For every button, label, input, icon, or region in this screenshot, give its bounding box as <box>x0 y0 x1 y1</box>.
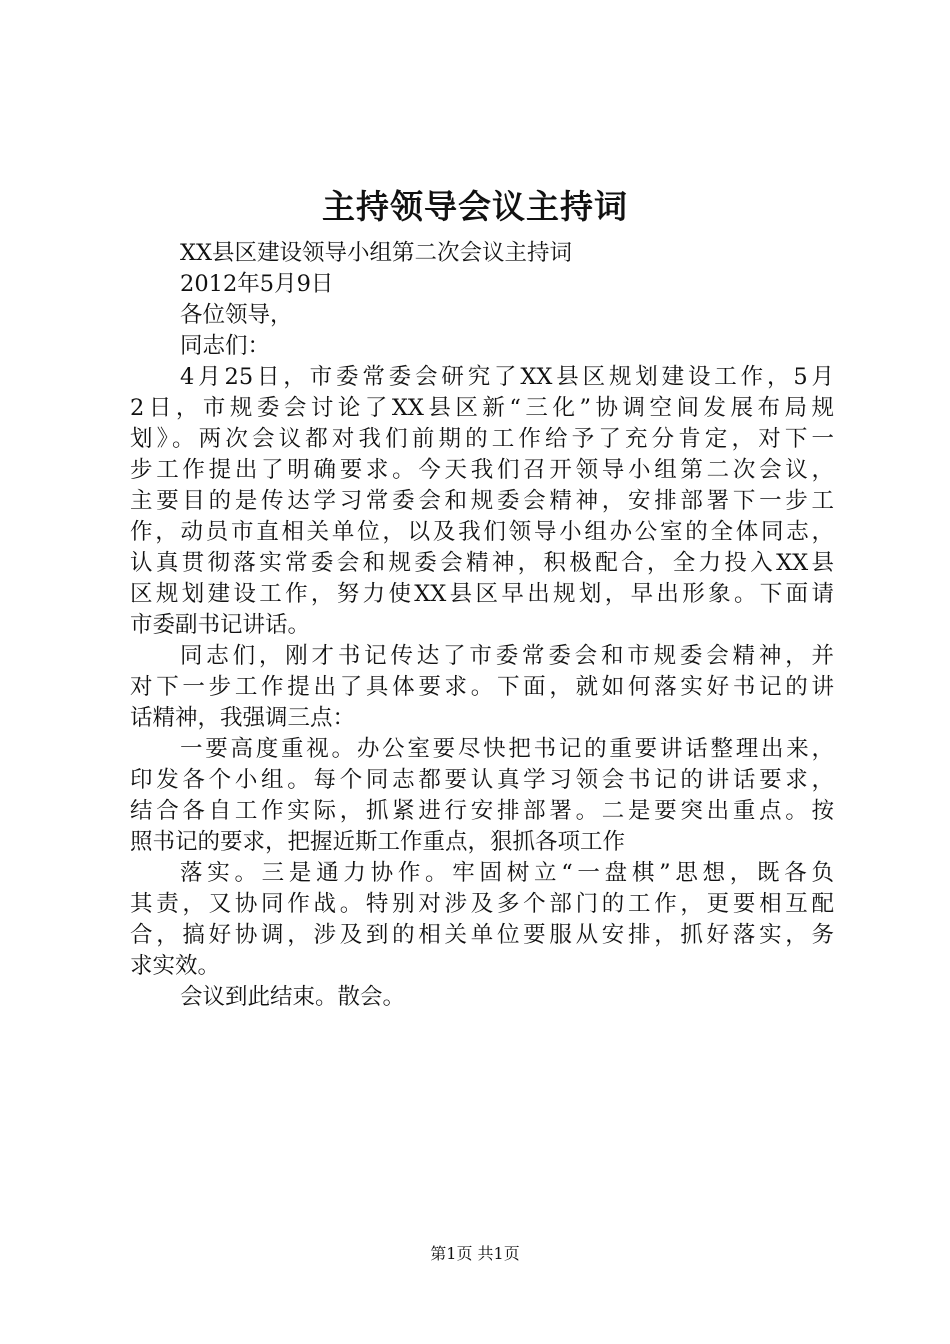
body-line: 同志们，刚才书记传达了市委常委会和市规委会精神，并 <box>180 643 834 669</box>
body-line: 结合各自工作实际，抓紧进行安排部署。二是要突出重点。按 <box>130 798 834 824</box>
body-line: 4月25日，市委常委会研究了XX县区规划建设工作，5月 <box>180 364 834 390</box>
body-line: 市委副书记讲话。 <box>130 612 311 638</box>
body-line: 会议到此结束。散会。 <box>180 984 406 1010</box>
page-footer: 第1页 共1页 <box>430 1244 520 1263</box>
body-line: 合，搞好协调，涉及到的相关单位要服从安排，抓好落实，务 <box>130 922 834 948</box>
body-line: 认真贯彻落实常委会和规委会精神，积极配合，全力投入XX县 <box>130 550 834 576</box>
body-line: 2日，市规委会讨论了XX县区新“三化”协调空间发展布局规 <box>130 395 834 421</box>
body-line: 划》。两次会议都对我们前期的工作给予了充分肯定，对下一 <box>130 426 834 452</box>
body-line: XX县区建设领导小组第二次会议主持词 <box>180 240 573 266</box>
body-line: 区规划建设工作，努力使XX县区早出规划，早出形象。下面请 <box>130 581 834 607</box>
body-line: 求实效。 <box>130 953 221 979</box>
document-body <box>130 238 834 1013</box>
body-line: 步工作提出了明确要求。今天我们召开领导小组第二次会议， <box>130 457 834 483</box>
body-line: 其责，又协同作战。特别对涉及多个部门的工作，更要相互配 <box>130 891 834 917</box>
document-title: 主持领导会议主持词 <box>322 187 628 226</box>
body-line: 作，动员市直相关单位，以及我们领导小组办公室的全体同志， <box>130 519 834 545</box>
body-line: 对下一步工作提出了具体要求。下面，就如何落实好书记的讲 <box>130 674 834 700</box>
body-line: 话精神，我强调三点： <box>130 705 356 731</box>
body-line: 照书记的要求，把握近斯工作重点，狠抓各项工作 <box>130 829 626 855</box>
body-line: 2012年5月9日 <box>180 271 334 297</box>
body-line: 主要目的是传达学习常委会和规委会精神，安排部署下一步工 <box>130 488 834 514</box>
body-line: 各位领导， <box>180 302 293 328</box>
body-line: 同志们： <box>180 333 271 359</box>
body-line: 落实。三是通力协作。牢固树立“一盘棋”思想，既各负 <box>180 860 834 886</box>
body-line: 一要高度重视。办公室要尽快把书记的重要讲话整理出来， <box>180 736 834 762</box>
body-line: 印发各个小组。每个同志都要认真学习领会书记的讲话要求， <box>130 767 834 793</box>
